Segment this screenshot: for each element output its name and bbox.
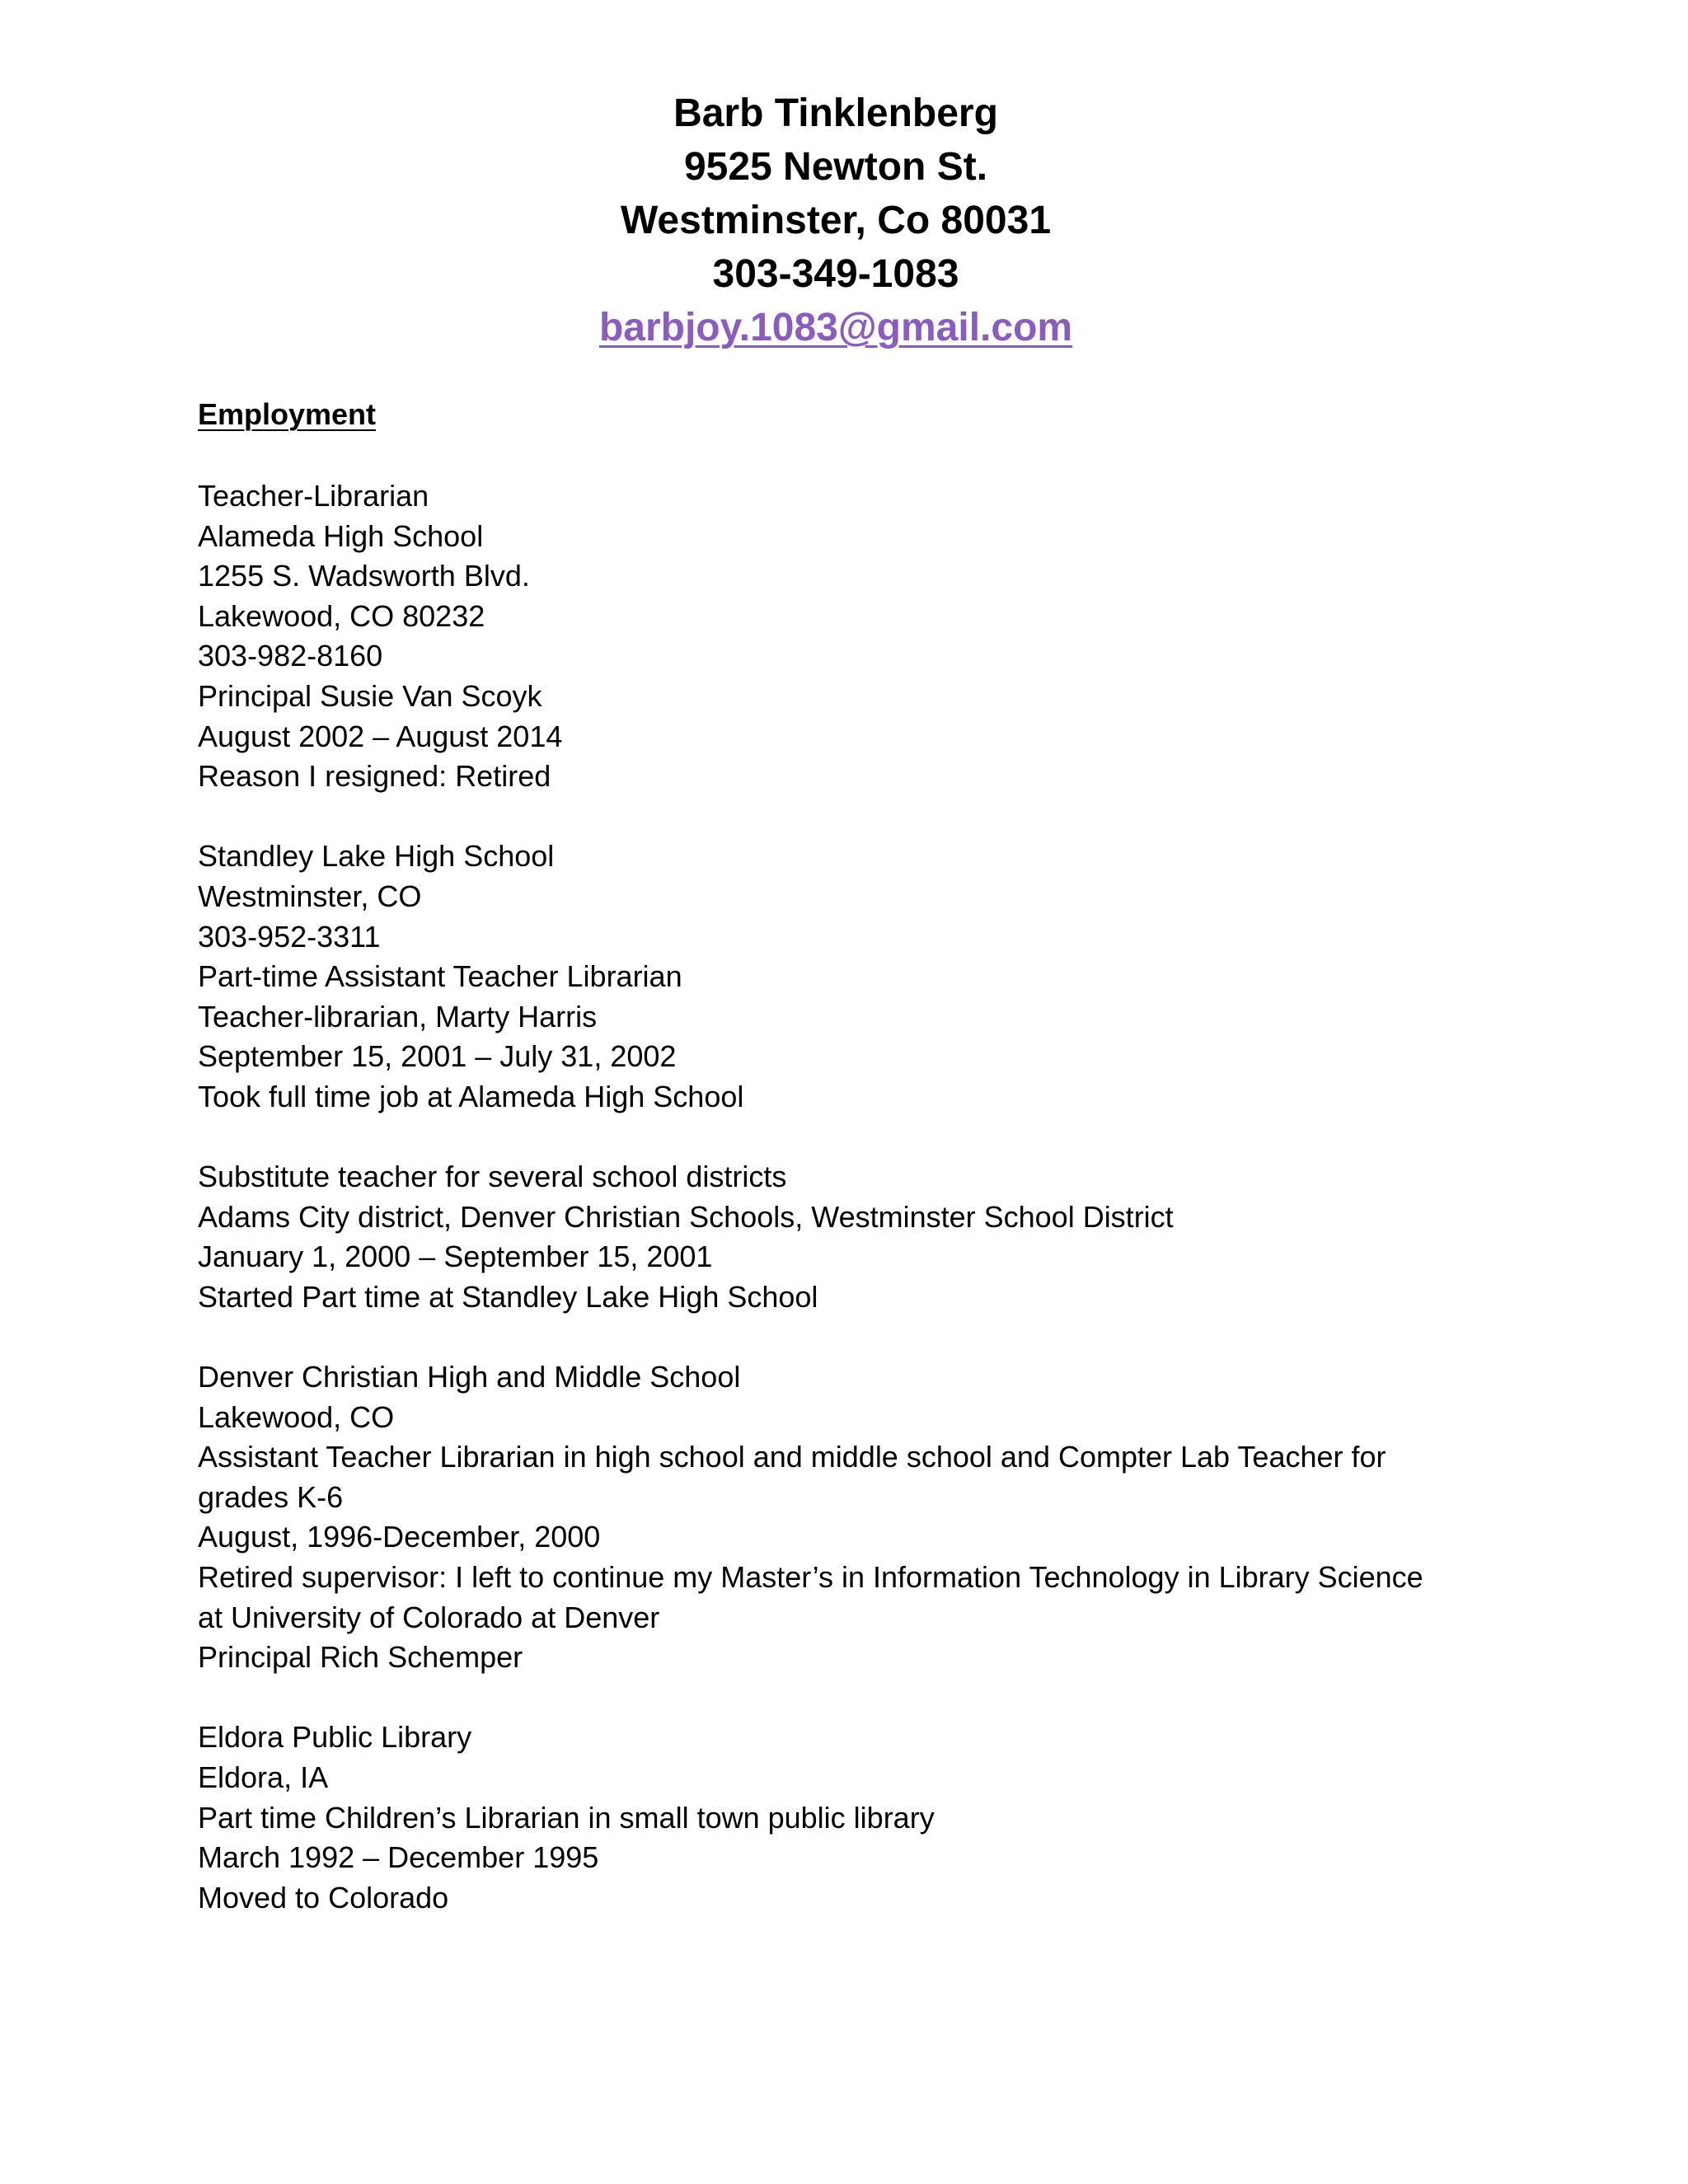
street-address: 9525 Newton St.	[683, 145, 988, 189]
entry-line: Assistant Teacher Librarian in high school and middle school and Compter Lab Teacher for	[198, 1440, 1386, 1474]
entry-line: Started Part time at Standley Lake High School	[198, 1279, 818, 1314]
employment-list	[198, 476, 1484, 1958]
entry-line: Alameda High School	[198, 518, 484, 553]
entry-line: 303-952-3311	[198, 919, 381, 954]
entry-line: Moved to Colorado	[198, 1880, 449, 1915]
entry-line: Standley Lake High School	[198, 839, 555, 874]
entry-line: 1255 S. Wadsworth Blvd.	[198, 559, 530, 593]
employment-entry	[198, 1718, 1484, 1918]
entry-line: Westminster, CO	[198, 879, 422, 913]
entry-line: Principal Rich Schemper	[198, 1640, 523, 1675]
entry-line: March 1992 – December 1995	[198, 1840, 599, 1875]
entry-line: Lakewood, CO 80232	[198, 598, 485, 633]
contact-header	[0, 87, 1672, 354]
employment-entry	[198, 1157, 1484, 1317]
entry-line: Part time Children’s Librarian in small town public library	[198, 1800, 935, 1835]
entry-line: Lakewood, CO	[198, 1399, 395, 1434]
phone-number: 303-349-1083	[712, 252, 959, 296]
entry-line: Eldora, IA	[198, 1760, 329, 1794]
city-state-zip: Westminster, Co 80031	[620, 199, 1052, 242]
employment-entry	[198, 837, 1484, 1117]
employment-entry	[198, 476, 1484, 797]
entry-line: Adams City district, Denver Christian Schools, Westminster School District	[198, 1199, 1174, 1234]
entry-line: Teacher-librarian, Marty Harris	[198, 999, 598, 1033]
entry-line: January 1, 2000 – September 15, 2001	[198, 1240, 713, 1274]
entry-line: September 15, 2001 – July 31, 2002	[198, 1039, 677, 1074]
entry-line: Part-time Assistant Teacher Librarian	[198, 959, 682, 994]
entry-line: grades K-6	[198, 1479, 344, 1514]
employment-heading: Employment	[198, 397, 377, 431]
applicant-name: Barb Tinklenberg	[673, 91, 998, 135]
entry-line: Took full time job at Alameda High School	[198, 1079, 744, 1113]
entry-line: August 2002 – August 2014	[198, 719, 563, 753]
entry-line: Reason I resigned: Retired	[198, 759, 551, 794]
entry-line: Principal Susie Van Scoyk	[198, 678, 542, 713]
entry-line: Substitute teacher for several school districts	[198, 1160, 787, 1194]
entry-line: 303-982-8160	[198, 639, 383, 673]
employment-entry	[198, 1357, 1484, 1678]
entry-line: August, 1996-December, 2000	[198, 1520, 601, 1554]
entry-line: at University of Colorado at Denver	[198, 1600, 660, 1634]
entry-line: Retired supervisor: I left to continue my Master’s in Information Technology in Library Science	[198, 1560, 1423, 1595]
entry-line: Teacher-Librarian	[198, 479, 429, 513]
email-link[interactable]: barbjoy.1083@gmail.com	[598, 306, 1073, 349]
entry-line: Denver Christian High and Middle School	[198, 1360, 741, 1394]
entry-line: Eldora Public Library	[198, 1720, 472, 1755]
